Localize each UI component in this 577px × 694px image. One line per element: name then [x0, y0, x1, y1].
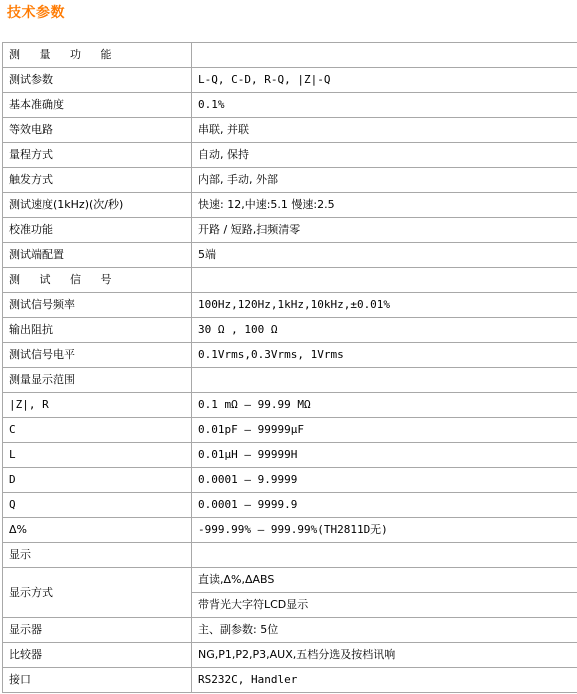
row-label: 测试速度(1kHz)(次/秒) — [3, 193, 192, 218]
row-label: D — [3, 468, 192, 493]
table-row — [3, 193, 577, 218]
row-label: 输出阻抗 — [3, 318, 192, 343]
row-value: RS232C, Handler — [192, 668, 577, 693]
table-row — [3, 518, 577, 543]
row-value: 开路 / 短路,扫频清零 — [192, 218, 577, 243]
row-label: 测试信号频率 — [3, 293, 192, 318]
spec-table — [2, 42, 577, 693]
table-row — [3, 218, 577, 243]
row-label: 测试信号电平 — [3, 343, 192, 368]
row-value: 0.1% — [192, 93, 577, 118]
row-label: Δ% — [3, 518, 192, 543]
row-value: 0.1Vrms,0.3Vrms, 1Vrms — [192, 343, 577, 368]
table-row — [3, 468, 577, 493]
row-value: L-Q, C-D, R-Q, |Z|-Q — [192, 68, 577, 93]
row-value: 0.0001 — 9.9999 — [192, 468, 577, 493]
table-row — [3, 268, 577, 293]
table-row — [3, 643, 577, 668]
table-row — [3, 343, 577, 368]
row-label: 量程方式 — [3, 143, 192, 168]
table-row — [3, 493, 577, 518]
table-row — [3, 293, 577, 318]
table-row — [3, 93, 577, 118]
row-value: 0.0001 — 9999.9 — [192, 493, 577, 518]
row-value — [192, 543, 577, 568]
table-row — [3, 668, 577, 693]
row-value: 快速: 12,中速:5.1 慢速:2.5 — [192, 193, 577, 218]
row-value: 自动, 保持 — [192, 143, 577, 168]
row-value: 0.01pF — 99999μF — [192, 418, 577, 443]
row-value — [192, 268, 577, 293]
row-value: 0.01μH — 99999H — [192, 443, 577, 468]
row-label: 触发方式 — [3, 168, 192, 193]
row-value: 100Hz,120Hz,1kHz,10kHz,±0.01% — [192, 293, 577, 318]
table-row — [3, 568, 577, 593]
row-value: 带背光大字符LCD显示 — [192, 593, 577, 618]
page-title: 技术参数 — [7, 5, 65, 21]
row-value: 直读,Δ%,ΔABS — [192, 568, 577, 593]
row-label: 基本准确度 — [3, 93, 192, 118]
table-row — [3, 43, 577, 68]
table-row — [3, 543, 577, 568]
row-label: 校准功能 — [3, 218, 192, 243]
section-header-measurement: 测 量 功 能 — [3, 43, 192, 68]
row-value: NG,P1,P2,P3,AUX,五档分选及按档讯响 — [192, 643, 577, 668]
row-label: 测试参数 — [3, 68, 192, 93]
row-value: 主、副参数: 5位 — [192, 618, 577, 643]
table-row — [3, 418, 577, 443]
row-label: 比较器 — [3, 643, 192, 668]
table-row — [3, 118, 577, 143]
row-label: 测量显示范围 — [3, 368, 192, 393]
table-row — [3, 243, 577, 268]
row-value: 30 Ω , 100 Ω — [192, 318, 577, 343]
row-label: 测试端配置 — [3, 243, 192, 268]
table-row — [3, 143, 577, 168]
table-row — [3, 168, 577, 193]
row-label: 显示器 — [3, 618, 192, 643]
table-row — [3, 618, 577, 643]
table-row — [3, 443, 577, 468]
table-row — [3, 393, 577, 418]
row-value: 内部, 手动, 外部 — [192, 168, 577, 193]
row-value: 0.1 mΩ — 99.99 MΩ — [192, 393, 577, 418]
row-label: 显示 — [3, 543, 192, 568]
row-value: 串联, 并联 — [192, 118, 577, 143]
row-label: L — [3, 443, 192, 468]
row-label: 接口 — [3, 668, 192, 693]
table-row — [3, 368, 577, 393]
row-value — [192, 43, 577, 68]
row-label: C — [3, 418, 192, 443]
row-value: 5端 — [192, 243, 577, 268]
section-header-test-signal: 测 试 信 号 — [3, 268, 192, 293]
table-row — [3, 68, 577, 93]
row-label: 显示方式 — [3, 568, 192, 618]
row-label: 等效电路 — [3, 118, 192, 143]
row-value: -999.99% — 999.99%(TH2811D无) — [192, 518, 577, 543]
table-row — [3, 318, 577, 343]
row-label: |Z|, R — [3, 393, 192, 418]
row-value — [192, 368, 577, 393]
row-label: Q — [3, 493, 192, 518]
